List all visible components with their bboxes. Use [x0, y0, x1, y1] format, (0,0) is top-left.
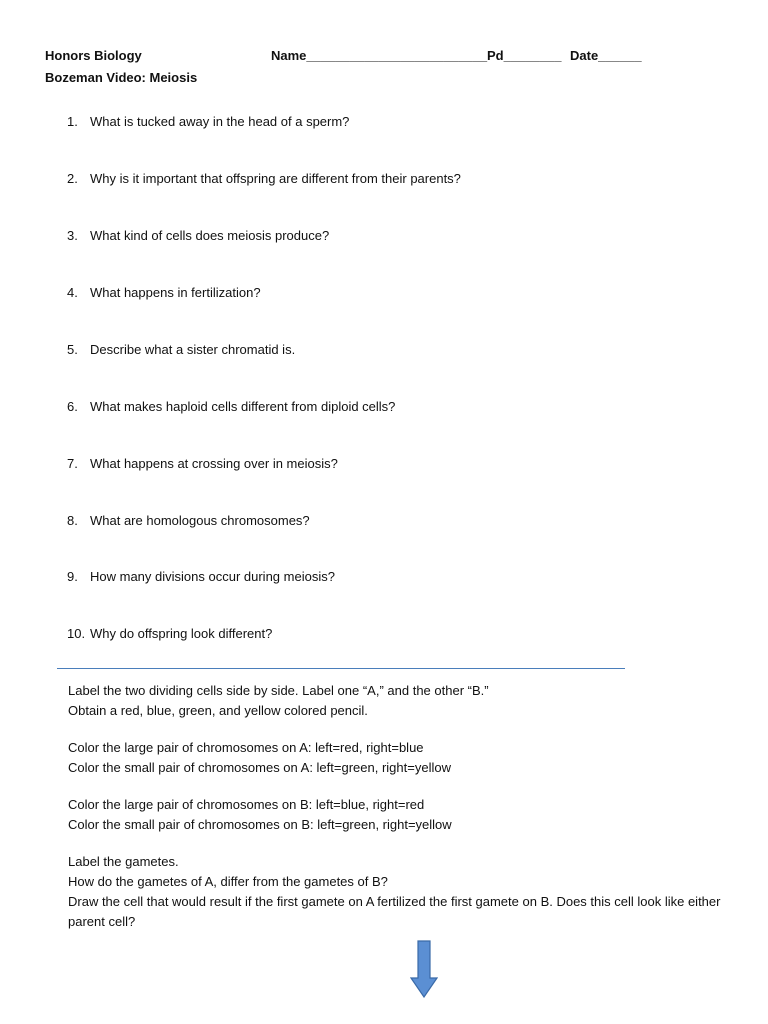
question-item — [67, 285, 261, 300]
question-item — [67, 342, 295, 357]
question-text: What are homologous chromosomes? — [90, 513, 310, 528]
spacer — [68, 835, 728, 852]
instructions-block — [68, 681, 728, 932]
question-text: Why is it important that offspring are different from their parents? — [90, 171, 461, 186]
instruction-line: Draw the cell that would result if the first gamete on A fertilized the first gamete on B. Does this cell look like either parent cell? — [68, 894, 721, 929]
question-text: What happens in fertilization? — [90, 285, 261, 300]
down-arrow-icon — [410, 940, 438, 998]
question-item — [67, 114, 349, 129]
instruction-line: Obtain a red, blue, green, and yellow colored pencil. — [68, 703, 368, 718]
instruction-line: Label the two dividing cells side by side. Label one “A,” and the other “B.” — [68, 683, 489, 698]
instruction-line: Color the large pair of chromosomes on A: left=red, right=blue — [68, 740, 424, 755]
question-number: 1. — [67, 114, 78, 129]
question-number: 3. — [67, 228, 78, 243]
question-item — [67, 569, 335, 584]
instruction-line: Color the small pair of chromosomes on B: left=green, right=yellow — [68, 817, 452, 832]
course-title: Honors Biology — [45, 48, 142, 63]
question-number: 5. — [67, 342, 78, 357]
question-text: How many divisions occur during meiosis? — [90, 569, 335, 584]
worksheet-subtitle: Bozeman Video: Meiosis — [45, 70, 198, 85]
question-item — [67, 456, 338, 471]
instruction-line: Color the small pair of chromosomes on A: left=green, right=yellow — [68, 760, 451, 775]
period-field: Pd________ — [487, 48, 562, 63]
question-item — [67, 228, 329, 243]
question-item — [67, 626, 272, 641]
question-number: 10. — [67, 626, 86, 641]
instruction-line: How do the gametes of A, differ from the gametes of B? — [68, 874, 388, 889]
instruction-line: Color the large pair of chromosomes on B: left=blue, right=red — [68, 797, 425, 812]
spacer — [68, 778, 728, 795]
question-item — [67, 513, 310, 528]
header-row — [45, 48, 725, 66]
name-field: Name_________________________ — [271, 48, 488, 63]
question-text: What kind of cells does meiosis produce? — [90, 228, 330, 243]
question-number: 8. — [67, 513, 78, 528]
question-text: What makes haploid cells different from diploid cells? — [90, 399, 396, 414]
question-number: 7. — [67, 456, 78, 471]
date-field: Date______ — [570, 48, 642, 63]
question-text: Describe what a sister chromatid is. — [90, 342, 296, 357]
question-number: 2. — [67, 171, 78, 186]
question-number: 6. — [67, 399, 78, 414]
instruction-line: Label the gametes. — [68, 854, 179, 869]
question-item — [67, 399, 395, 414]
question-text: What happens at crossing over in meiosis? — [90, 456, 338, 471]
question-item — [67, 171, 461, 186]
question-number: 9. — [67, 569, 78, 584]
question-text: What is tucked away in the head of a sperm? — [90, 114, 350, 129]
section-divider — [57, 668, 625, 669]
spacer — [68, 721, 728, 738]
question-number: 4. — [67, 285, 78, 300]
question-text: Why do offspring look different? — [90, 626, 273, 641]
